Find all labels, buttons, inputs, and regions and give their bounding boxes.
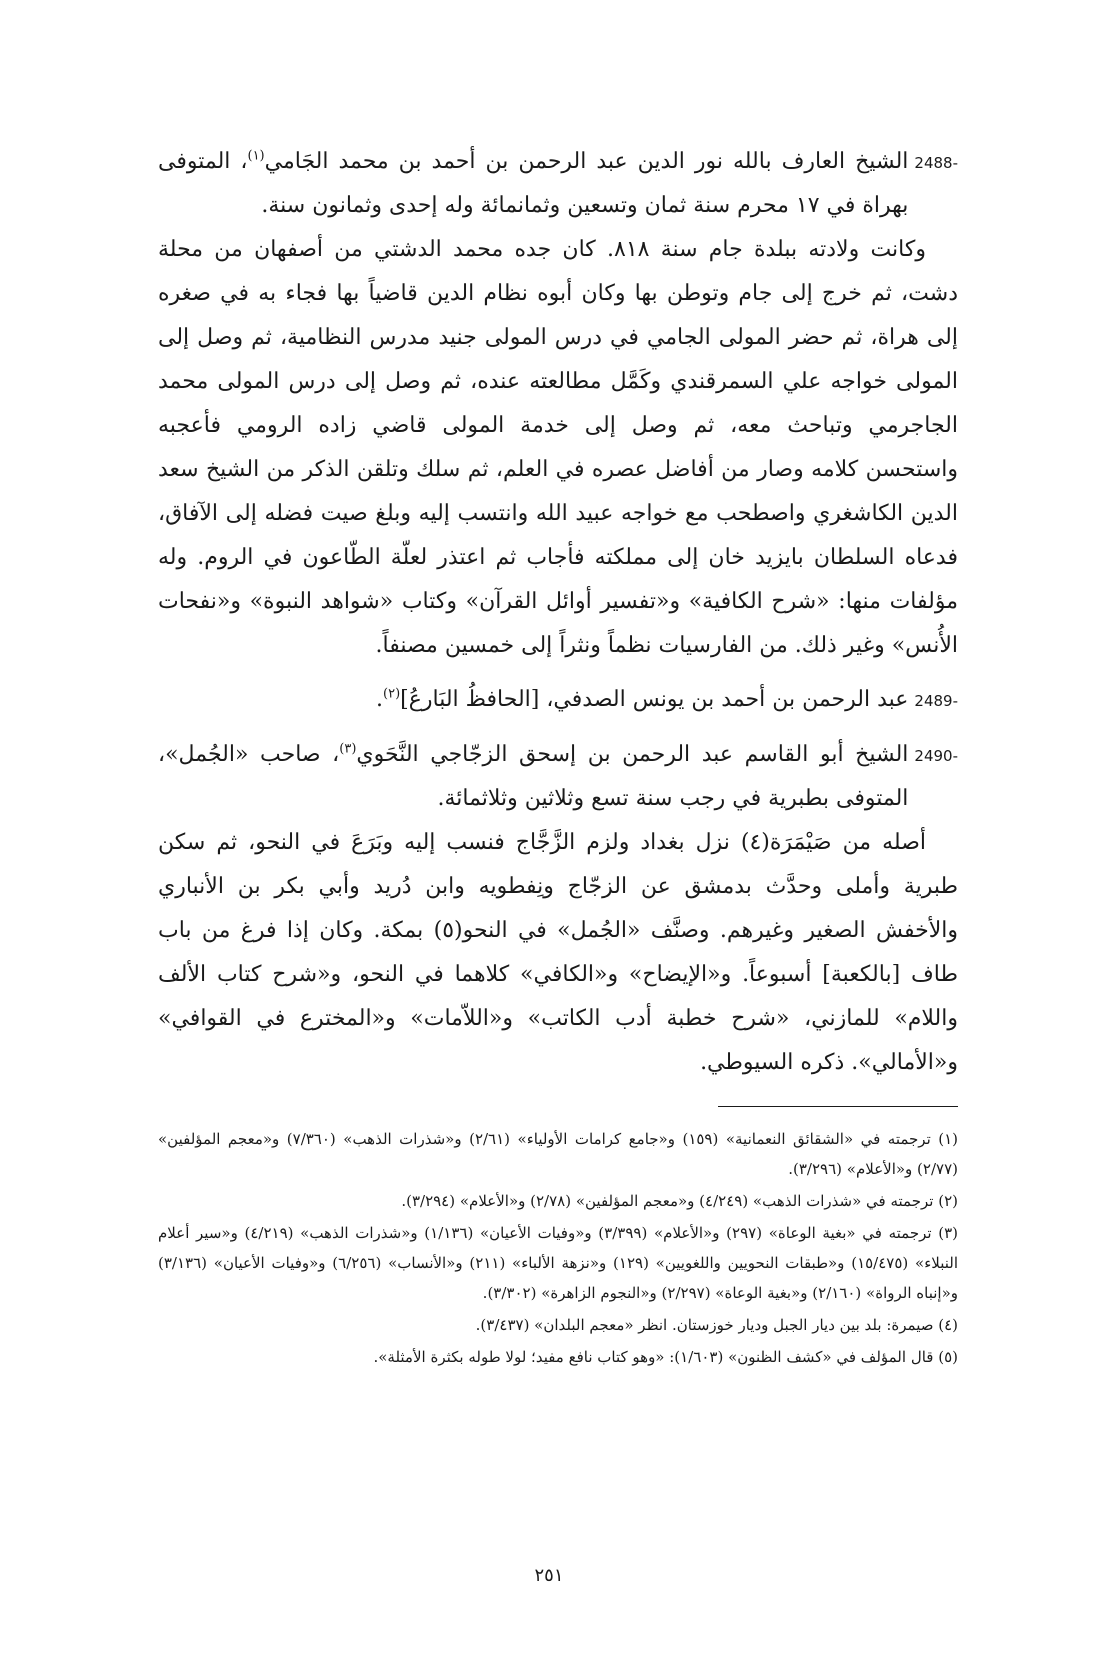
footnote-ref[interactable]: (١) — [247, 148, 265, 164]
entry-heading-tail: . — [376, 687, 384, 712]
entry-heading-name: عبد الرحمن بن أحمد بن يونس الصدفي، [الحافظُ البَارعُ] — [400, 687, 909, 712]
footnote-ref[interactable]: (٢) — [383, 686, 401, 702]
footnotes — [158, 1124, 958, 1374]
entry-heading-name: الشيخ العارف بالله نور الدين عبد الرحمن بن أحمد بن محمد الجَامي — [264, 149, 909, 174]
entry-2489 — [158, 678, 958, 723]
entry-heading — [158, 733, 958, 821]
entry-heading-text — [158, 140, 908, 228]
entry-number: 2490- — [914, 747, 958, 765]
entry-2490 — [158, 733, 958, 1085]
entry-heading-tail: ، صاحب «الجُمل»، المتوفى بطبرية في رجب سنة تسع وثلاثين وثلاثمائة. — [158, 742, 909, 811]
entry-number: 2488- — [914, 154, 958, 172]
footnote-item: (٣) ترجمته في «بغية الوعاة» (٢٩٧) و«الأعلام» (٣/٣٩٩) و«وفيات الأعيان» (١/١٣٦) و«شذرات الذهب» (٤/٢١٩) و«سير أعلام النبلاء» (١٥/٤٧٥) و«طبقات النحويين واللغويين» (١٢٩) و«نزهة الألباء» (٢١١) و«الأنساب» (٦/٢٥٦) و«وفيات الأعيان» (٣/١٣٦) و«إنباه الرواة» (٢/١٦٠) و«بغية الوعاة» (٢/٢٩٧) و«النجوم الزاهرة» (٣/٣٠٢). — [158, 1224, 958, 1302]
footnote-item: (٢) ترجمته في «شذرات الذهب» (٤/٢٤٩) و«معجم المؤلفين» (٢/٧٨) و«الأعلام» (٣/٢٩٤). — [401, 1192, 958, 1210]
footnote-item: (٤) صيمرة: بلد بين ديار الجبل وديار خوزستان. انظر «معجم البلدان» (٣/٤٣٧). — [475, 1316, 958, 1334]
entry-heading-text — [158, 678, 908, 722]
entry-2488 — [158, 140, 958, 668]
footnote-item: (١) ترجمته في «الشقائق النعمانية» (١٥٩) و«جامع كرامات الأولياء» (٢/٦١) و«شذرات الذهب» (٧/٣٦٠) و«معجم المؤلفين» (٢/٧٧) و«الأعلام» (٣/٢٩٦). — [158, 1130, 959, 1178]
entry-number: 2489- — [914, 692, 958, 710]
page-number: ٢٥١ — [534, 1565, 564, 1586]
footnote-ref[interactable]: (٣) — [339, 741, 357, 757]
main-text — [158, 140, 958, 1095]
entry-heading — [158, 678, 958, 723]
entry-heading-name: الشيخ أبو القاسم عبد الرحمن بن إسحق الزجّاجي النَّحَوي — [356, 742, 909, 767]
footnote-divider — [718, 1106, 958, 1107]
entry-heading-tail: ، المتوفى بهراة في ١٧ محرم سنة ثمان وتسعين وثمانمائة وله إحدى وثمانون سنة. — [158, 149, 909, 218]
entry-paragraph: وكانت ولادته ببلدة جام سنة ٨١٨. كان جده محمد الدشتي من أصفهان من محلة دشت، ثم خرج إلى جام وتوطن بها وكان أبوه نظام الدين قاضياً بها فجاء به في صغره إلى هراة، ثم حضر المولى الجامي في درس المولى جنيد مدرس النظامية، ثم وصل إلى المولى خواجه علي السمرقندي وكَمَّل مطالعته عنده، ثم وصل إلى درس المولى محمد الجاجرمي وتباحث معه، ثم وصل إلى خدمة المولى قاضي زاده الرومي فأعجبه واستحسن كلامه وصار من أفاضل عصره في العلم، ثم سلك وتلقن الذكر من الشيخ سعد الدين الكاشغري واصطحب مع خواجه عبيد الله وانتسب إليه وبلغ صيت فضله إلى الآفاق، فدعاه السلطان بايزيد خان إلى مملكته فأجاب ثم اعتذر لعلّة الطّاعون في الروم. وله مؤلفات منها: «شرح الكافية» و«تفسير أوائل القرآن» وكتاب «شواهد النبوة» و«نفحات الأُنس» وغير ذلك. من الفارسيات نظماً ونثراً إلى خمسين مصنفاً. — [158, 237, 958, 658]
entry-paragraph: أصله من صَيْمَرَة(٤) نزل بغداد ولزم الزَّجَّاج فنسب إليه وبَرَعَ في النحو، ثم سكن طبرية وأملى وحدَّث بدمشق عن الزجّاج ونِفطويه وابن دُريد وأبي بكر بن الأنباري والأخفش الصغير وغيرهم. وصنَّف «الجُمل» في النحو(٥) بمكة. وكان إذا فرغ من باب طاف [بالكعبة] أسبوعاً. و«الإيضاح» و«الكافي» كلاهما في النحو، و«شرح كتاب الألف واللام» للمازني، «شرح خطبة أدب الكاتب» و«اللاّمات» و«المخترع في القوافي» و«الأمالي». ذكره السيوطي. — [158, 830, 959, 1075]
entry-heading — [158, 140, 958, 228]
footnote-item: (٥) قال المؤلف في «كشف الظنون» (١/٦٠٣): «وهو كتاب نافع مفيد؛ لولا طوله بكثرة الأمثلة». — [373, 1348, 958, 1366]
entry-heading-text — [158, 733, 908, 821]
